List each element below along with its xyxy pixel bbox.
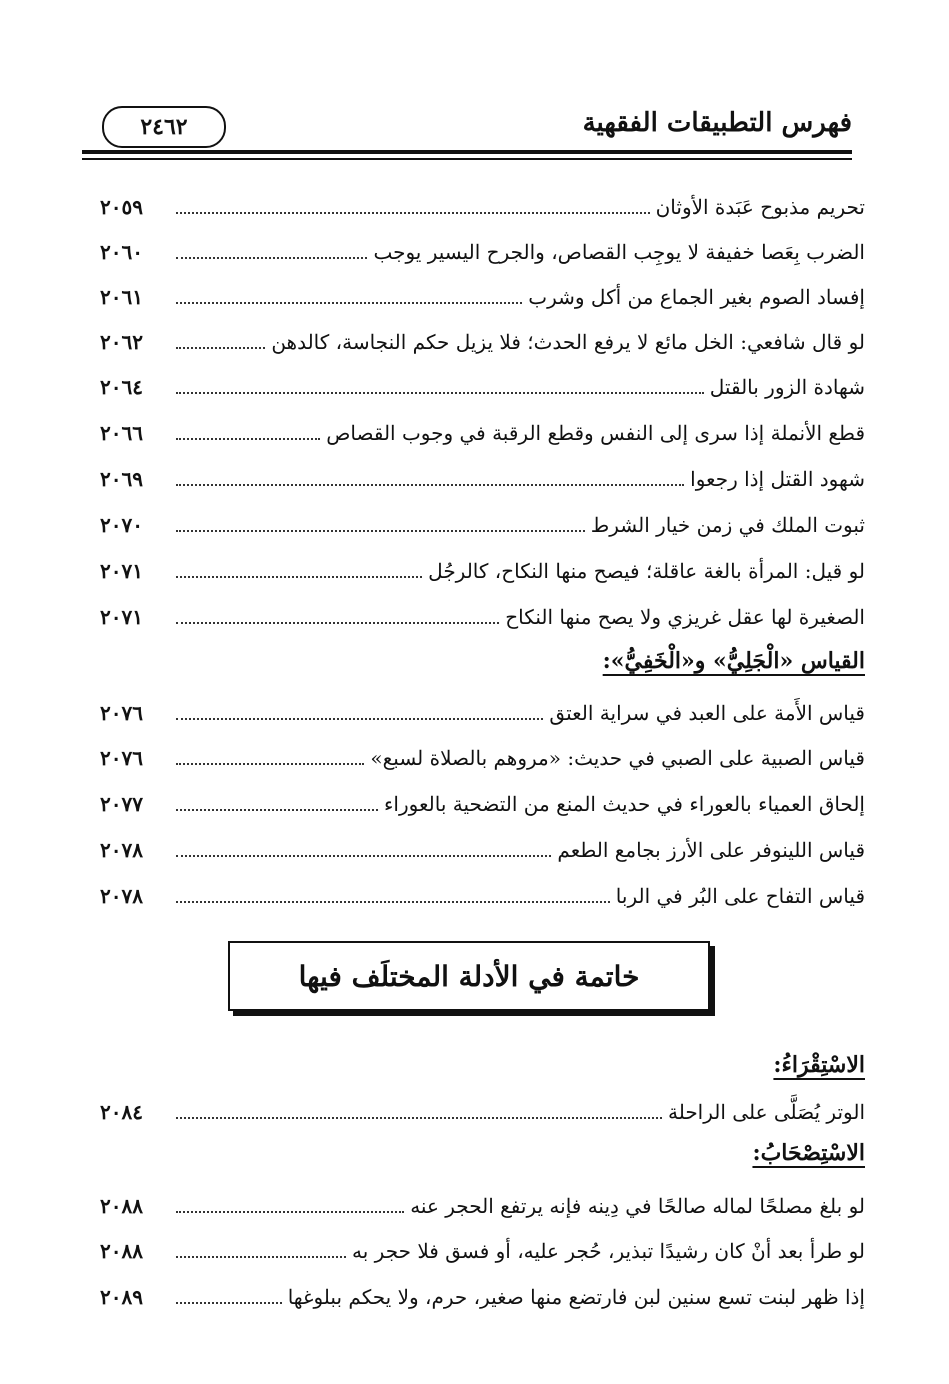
entry-page-number: ٢٠٦٤ <box>100 375 143 399</box>
index-entry <box>100 1231 865 1271</box>
entry-page-number: ٢٠٦٢ <box>100 330 143 354</box>
index-entry <box>100 277 865 317</box>
entry-page-number: ٢٠٨٩ <box>100 1285 143 1309</box>
index-entry <box>100 1277 865 1317</box>
entry-page-number: ٢٠٦٦ <box>100 421 143 445</box>
page-number: ٢٤٦٢ <box>140 114 188 140</box>
index-entry <box>100 830 865 870</box>
page-header <box>82 100 852 150</box>
dot-leader <box>176 1302 282 1304</box>
dot-leader <box>176 809 378 811</box>
entry-page-number: ٢٠٧٠ <box>100 513 143 537</box>
entry-page-number: ٢٠٧٨ <box>100 838 143 862</box>
dot-leader <box>176 212 650 214</box>
entry-page-number: ٢٠٧١ <box>100 605 143 629</box>
entry-text: لو قال شافعي: الخل مائع لا يرفع الحدث؛ فلا يزيل حكم النجاسة، كالدهن <box>271 330 865 354</box>
dot-leader <box>176 718 543 720</box>
section-title-box <box>228 941 710 1011</box>
dot-leader <box>176 622 499 624</box>
dot-leader <box>176 392 704 394</box>
entry-text: قياس الأَمة على العبد في سراية العتق <box>549 701 865 725</box>
dot-leader <box>176 576 422 578</box>
entry-text: قياس الصبية على الصبي في حديث: «مروهم بالصلاة لسبع» <box>370 746 865 770</box>
entry-page-number: ٢٠٧٦ <box>100 701 143 725</box>
entry-text: تحريم مذبوح عَبَدة الأوثان <box>655 195 865 219</box>
index-entry <box>100 187 865 227</box>
section-title: خاتمة في الأدلة المختلَف فيها <box>298 959 640 993</box>
entry-page-number: ٢٠٦١ <box>100 285 143 309</box>
dot-leader <box>176 901 610 903</box>
entry-page-number: ٢٠٨٨ <box>100 1239 143 1263</box>
entry-text: شهود القتل إذا رجعوا <box>690 467 865 491</box>
dot-leader <box>176 530 585 532</box>
index-entry <box>100 232 865 272</box>
index-entry <box>100 597 865 637</box>
index-entry <box>100 413 865 453</box>
index-entry <box>100 876 865 916</box>
entry-page-number: ٢٠٦٩ <box>100 467 143 491</box>
index-entry <box>100 322 865 362</box>
header-title: فهرس التطبيقات الفقهية <box>582 108 852 138</box>
index-entry <box>100 551 865 591</box>
entry-page-number: ٢٠٨٨ <box>100 1194 143 1218</box>
entry-text: الضرب بِعَصا خفيفة لا يوجِب القصاص، والجرح اليسير يوجب <box>373 240 865 264</box>
header-rule-thin <box>82 158 852 160</box>
dot-leader <box>176 1117 662 1119</box>
entry-page-number: ٢٠٧٦ <box>100 746 143 770</box>
entry-page-number: ٢٠٧٧ <box>100 792 143 816</box>
index-entry <box>100 367 865 407</box>
entry-text: لو بلغ مصلحًا لماله صالحًا في دِينه فإنه يرتفع الحجر عنه <box>410 1194 865 1218</box>
entry-text: ثبوت الملك في زمن خيار الشرط <box>590 513 865 537</box>
entry-page-number: ٢٠٨٤ <box>100 1100 143 1124</box>
index-entry <box>100 1186 865 1226</box>
entry-text: إذا ظهر لبنت تسع سنين لبن فارتضع منها صغير، حرم، ولا يحكم ببلوغها <box>287 1285 865 1309</box>
heading-istiqra: الاسْتِقْرَاءُ: <box>773 1052 865 1078</box>
dot-leader <box>176 257 367 259</box>
entry-text: شهادة الزور بالقتل <box>709 375 865 399</box>
entry-page-number: ٢٠٥٩ <box>100 195 143 219</box>
entry-text: لو طرأ بعد أنْ كان رشيدًا تبذير، حُجر عليه، أو فسق فلا حجر به <box>352 1239 865 1263</box>
entry-text: إفساد الصوم بغير الجماع من أكل وشرب <box>528 285 865 309</box>
dot-leader <box>176 1256 346 1258</box>
entry-page-number: ٢٠٧١ <box>100 559 143 583</box>
dot-leader <box>176 347 265 349</box>
entry-text: قياس اللينوفر على الأرز بجامع الطعم <box>557 838 865 862</box>
entry-text: إلحاق العمياء بالعوراء في حديث المنع من التضحية بالعوراء <box>384 792 865 816</box>
entry-text: لو قيل: المرأة بالغة عاقلة؛ فيصح منها النكاح، كالرجُل <box>428 559 865 583</box>
header-rule-thick <box>82 150 852 154</box>
entry-text: قطع الأنملة إذا سرى إلى النفس وقطع الرقبة في وجوب القصاص <box>326 421 865 445</box>
index-entry <box>100 1092 865 1132</box>
heading-qiyas: القياس «الْجَلِيُّ» و«الْخَفِيُّ»: <box>602 648 865 674</box>
index-entry <box>100 459 865 499</box>
heading-istishab: الاسْتِصْحَابُ: <box>752 1140 865 1166</box>
index-entry <box>100 693 865 733</box>
dot-leader <box>176 855 551 857</box>
dot-leader <box>176 1211 404 1213</box>
dot-leader <box>176 484 684 486</box>
index-entry <box>100 738 865 778</box>
entry-text: قياس التفاح على البُر في الربا <box>615 884 865 908</box>
entry-text: الوتر يُصَلَّى على الراحلة <box>667 1100 865 1124</box>
dot-leader <box>176 302 522 304</box>
entry-page-number: ٢٠٦٠ <box>100 240 143 264</box>
dot-leader <box>176 438 320 440</box>
index-entry <box>100 505 865 545</box>
dot-leader <box>176 763 364 765</box>
page-number-badge <box>102 106 226 148</box>
entry-page-number: ٢٠٧٨ <box>100 884 143 908</box>
index-entry <box>100 784 865 824</box>
entry-text: الصغيرة لها عقل غريزي ولا يصح منها النكاح <box>505 605 865 629</box>
